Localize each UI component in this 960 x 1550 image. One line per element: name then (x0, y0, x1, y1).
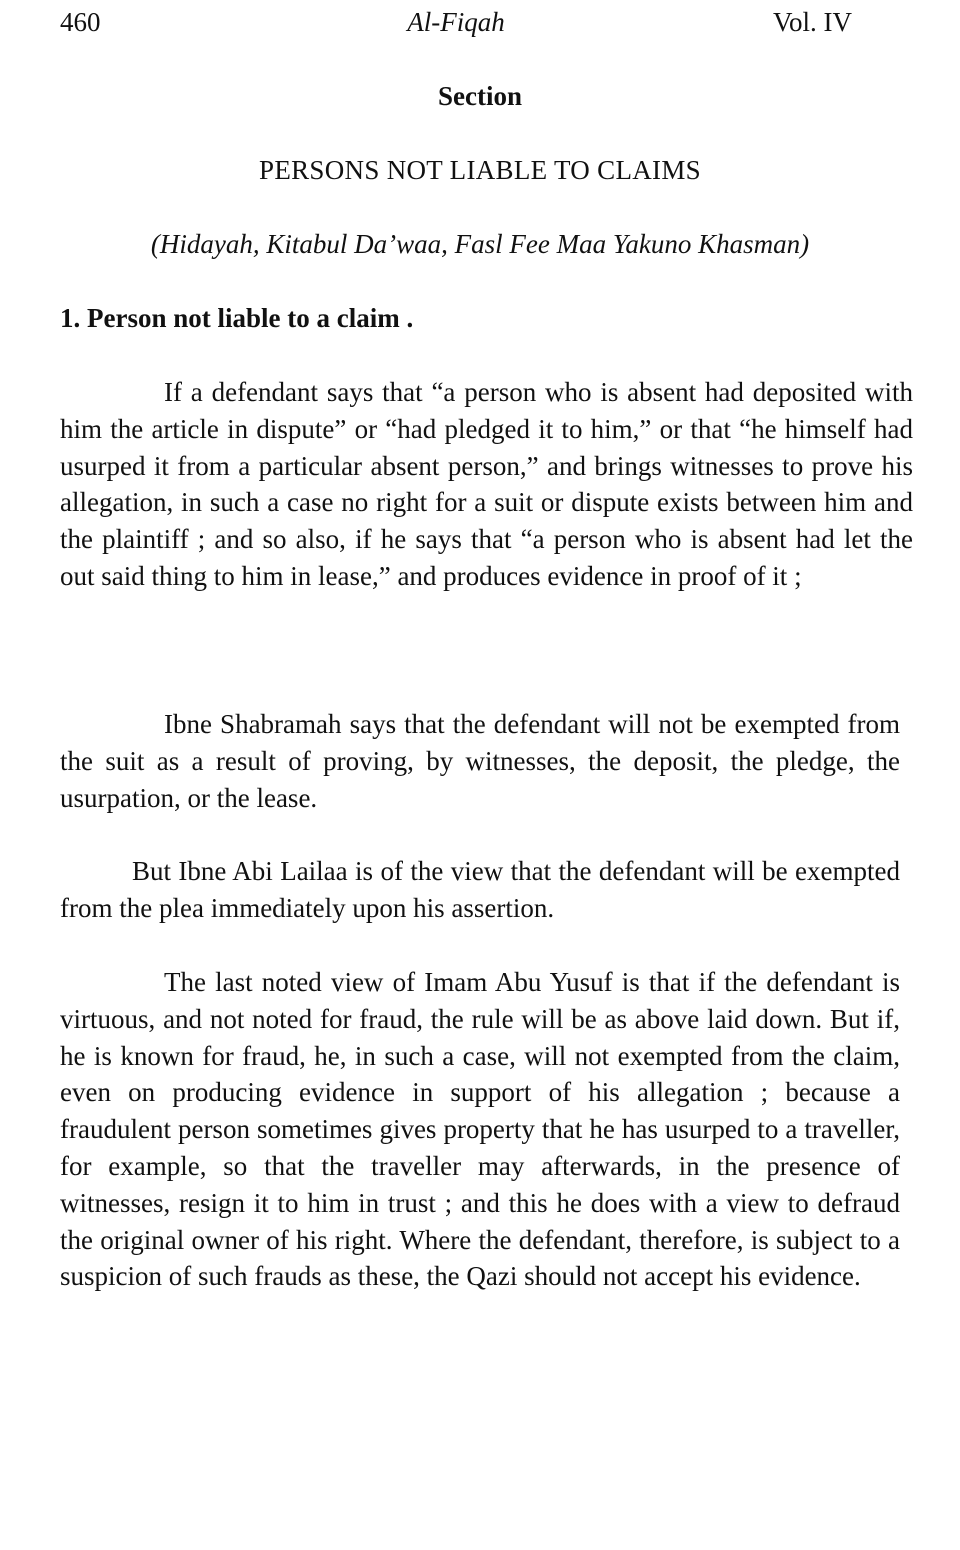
section-label: Section (438, 81, 522, 111)
citation: (Hidayah, Kitabul Da’waa, Fasl Fee Maa Yakuno Khasman) (150, 229, 810, 259)
paragraph-ibne-shabramah: Ibne Shabramah says that the defendant will not be exempted from the suit as a result of proving, by witnesses, the deposit, the pledge, the usurpation, or the lease. (60, 709, 900, 813)
page-number: 460 (60, 7, 101, 37)
chapter-title: PERSONS NOT LIABLE TO CLAIMS (259, 155, 701, 185)
paragraph-ibne-abi-lailaa: But Ibne Abi Lailaa is of the view that the defendant will be exempted from the plea immediately upon his assertion. (60, 856, 900, 923)
volume-label: Vol. IV (772, 7, 852, 37)
paragraph-defendant-claim: If a defendant says that “a person who is absent had deposited with him the article in dispute” or “had pledged it to him,” or that “he himself had usurped it from a particular absent person,” and brings witnesses to prove his allegation, in such a case no right for a suit or dispute exists between him and the plaintiff ; and so also, if he says that “a person who is absent had let the out said thing to him in lease,” and produces evidence in proof of it ; (60, 377, 913, 591)
running-head (60, 4, 852, 40)
book-title: Al-Fiqah (407, 7, 505, 37)
paragraph-abu-yusuf: The last noted view of Imam Abu Yusuf is that if the defendant is virtuous, and not noted for fraud, the rule will be as above laid down. But if, he is known for fraud, he, in such a case, will not exempted from the claim, even on producing evidence in support of his allegation ; because a fraudulent person sometimes gives property that he has usurped to a traveller, for example, so that the traveller may afterwards, in the presence of witnesses, resign it to him in trust ; and this he does with a view to defraud the original owner of his right. Where the defendant, therefore, is subject to a suspicion of such frauds as these, the Qazi should not accept his evidence. (60, 967, 900, 1292)
subsection-heading: 1. Person not liable to a claim . (60, 303, 414, 333)
